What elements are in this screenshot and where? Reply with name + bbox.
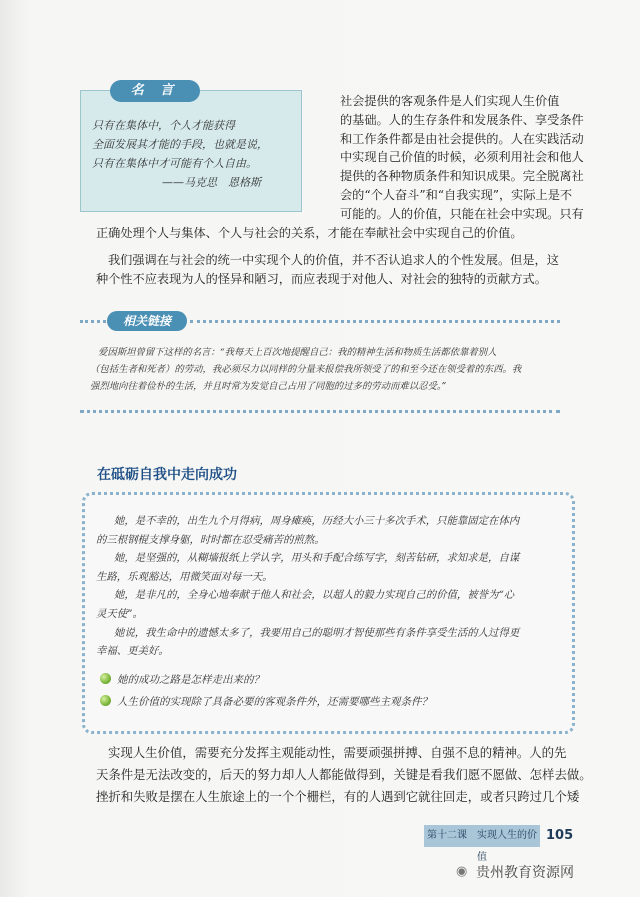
bullet-icon bbox=[100, 673, 111, 684]
text-line: 正确处理个人与集体、个人与社会的关系，才能在奉献社会中实现自己的价值。 bbox=[96, 226, 523, 240]
quote-line: 全面发展其才能的手段，也就是说， bbox=[92, 138, 268, 151]
quote-line: 只有在集体中，个人才能获得 bbox=[92, 119, 235, 132]
text-line: 灵天使”。 bbox=[96, 607, 143, 620]
text-line: 的基础。人的生存条件和发展条件、享受条件 bbox=[340, 112, 584, 127]
question-item bbox=[100, 694, 432, 709]
page-number: 105 bbox=[546, 828, 574, 843]
text-line: 幸福、更美好。 bbox=[96, 645, 169, 658]
dotted-divider bbox=[80, 320, 106, 323]
dotted-divider bbox=[80, 410, 560, 413]
case-text bbox=[96, 512, 556, 661]
paragraph-3 bbox=[96, 742, 592, 808]
quote-line: 只有在集体中才可能有个人自由。 bbox=[92, 157, 257, 170]
text-line: 挫折和失败是摆在人生旅途上的一个个栅栏，有的人遇到它就往回走，或者只跨过几个矮 bbox=[96, 789, 580, 804]
text-line: 实现人生价值，需要充分发挥主观能动性，需要顽强拼搏、自强不息的精神。人的先 bbox=[108, 745, 567, 760]
text-line: 社会提供的客观条件是人们实现人生价值 bbox=[340, 94, 560, 108]
text-line: 她，是坚强的，从糊墙报纸上学认字，用头和手配合练写字，刻苦钻研，求知求是，自谋 bbox=[114, 552, 520, 565]
quote-text bbox=[92, 116, 292, 192]
text-line: 我们强调在与社会的统一中实现个人的价值，并不否认追求人的个性发展。但是，这 bbox=[108, 253, 559, 267]
text-line: 爱因斯坦曾留下这样的名言：“我每天上百次地提醒自己：我的精神生活和物质生活都依靠着别人 bbox=[98, 347, 497, 358]
text-line: 天条件是无法改变的，后天的努力却人人都能做得到，关键是看我们愿不愿做、怎样去做。 bbox=[96, 767, 592, 782]
quote-tab: 名 言 bbox=[110, 80, 200, 102]
paragraph-1-bottom bbox=[96, 224, 523, 243]
text-line: 的三根钢棍支撑身躯，时时都在忍受痛苦的煎熬。 bbox=[96, 533, 325, 546]
paragraph-1-top bbox=[340, 92, 584, 224]
text-line: 强烈地向往着俭朴的生活，并且时常为发觉自己占用了同胞的过多的劳动而难以忍受。” bbox=[90, 381, 447, 392]
text-line: 中实现自己价值的时候，必须利用社会和他人 bbox=[340, 150, 584, 165]
dotted-divider bbox=[190, 320, 560, 323]
text-line: 种个性不应表现为人的怪异和陋习，而应表现于对他人、对社会的独特的贡献方式。 bbox=[96, 271, 547, 286]
text-line: 她，是不幸的，出生九个月得病，周身瘫痪，历经大小三十多次手术，只能靠固定在体内 bbox=[114, 515, 520, 527]
section-title: 在砥砺自我中走向成功 bbox=[97, 467, 237, 483]
question-text: 她的成功之路是怎样走出来的？ bbox=[117, 674, 264, 686]
text-line: 会的“个人奋斗”和“自我实现”，实际上是不 bbox=[340, 187, 573, 202]
paragraph-2 bbox=[96, 251, 559, 289]
bullet-icon bbox=[100, 695, 111, 706]
text-line: 生路，乐观豁达，用微笑面对每一天。 bbox=[96, 570, 273, 583]
text-line: 可能的。人的价值，只能在社会中实现。只有 bbox=[340, 206, 584, 221]
lesson-footer: 第十二课 实现人生的价值 bbox=[424, 825, 540, 847]
text-line: （包括生者和死者）的劳动，我必须尽力以同样的分量来报偿我所领受了的和至今还在领受着的东西。我 bbox=[90, 364, 522, 375]
text-line: 她，是非凡的，全身心地奉献于他人和社会，以超人的毅力实现自己的价值，被誉为“心 bbox=[114, 589, 515, 602]
related-link-text bbox=[90, 344, 560, 395]
text-line: 和工作条件都是由社会提供的。人在实践活动 bbox=[340, 131, 584, 146]
watermark: 贵州教育资源网 bbox=[476, 865, 574, 881]
wechat-icon: ◉ bbox=[456, 864, 468, 879]
quote-author: ——马克思 恩格斯 bbox=[162, 176, 261, 189]
text-line: 她说，我生命中的遗憾太多了，我要用自己的聪明才智使那些有条件享受生活的人过得更 bbox=[114, 626, 520, 639]
text-line: 提供的各种物质条件和知识成果。完全脱离社 bbox=[340, 169, 584, 184]
question-text: 人生价值的实现除了具备必要的客观条件外，还需要哪些主观条件？ bbox=[117, 696, 432, 708]
question-item bbox=[100, 672, 264, 687]
related-link-tab: 相关链接 bbox=[107, 311, 187, 331]
